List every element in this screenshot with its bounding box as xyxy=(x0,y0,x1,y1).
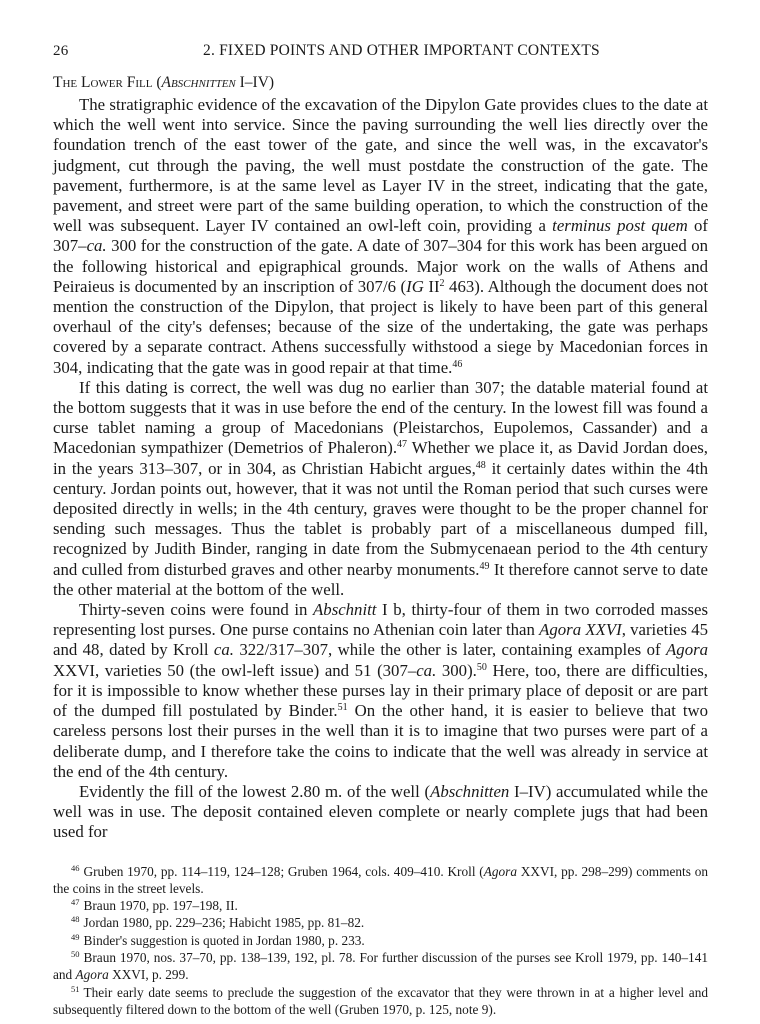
section-heading: The Lower Fill (Abschnitten I–IV) xyxy=(53,74,275,91)
footnote-ref-51[interactable]: 51 xyxy=(337,702,348,714)
footnote-ref-47[interactable]: 47 xyxy=(397,439,408,451)
footnotes xyxy=(53,863,708,1019)
paragraph-2: If this dating is correct, the well was dug no earlier than 307; the datable material found at the bottom suggests that it was in use before the end of the century. In the lowest fill was found a curse tablet naming a group of Macedonians (Pleistarchos, Eupolemos, Cassander) and a Macedonian sympathizer (Demetrios of Phaleron).$^{47}$ Whether we place it, as David Jordan does, in the years 313–307, or in 304, as Christian Habicht argues,$^{48}$ it certainly dates within the 4th century. Jordan points out, however, that it was not until the Roman period that such curses were deposited directly in wells; in the 4th century, graves were thought to be the proper channel for sending such messages. Thus the tablet is probably part of a miscellaneous dumped fill, recognized by Judith Binder, ranging in date from the Submycenaean period to the 4th century and culled from disturbed graves and other nearby monuments.$^{49}$ It therefore cannot serve to date the other material at the bottom of the well. xyxy=(53,377,708,599)
footnote-ref-48[interactable]: 48 xyxy=(475,459,486,471)
footnote-ref-49[interactable]: 49 xyxy=(479,560,490,572)
footnote-49: $^{49}$ Binder's suggestion is quoted in Jordan 1980, p. 233. xyxy=(71,931,365,948)
footnote-51: $^{51}$ Their early date seems to preclude the suggestion of the excavator that they were thrown in at a higher level and subsequently filtered down to the bottom of the well (Gruben 1970, p. 125, note 9). xyxy=(53,983,708,1017)
running-title: 2. FIXED POINTS AND OTHER IMPORTANT CONTEXTS xyxy=(203,42,600,59)
paragraph-1: The stratigraphic evidence of the excavation of the Dipylon Gate provides clues to the date at which the well went into service. Since the paving surrounding the well lies directly over the foundation trench of the east tower of the gate, and since the well was, in the excavator's judgment, cut through the paving, the well must postdate the construction of the gate. The pavement, furthermore, is at the same level as Layer IV in the street, indicating that the gate, pavement, and street were part of the same building operation, to which the construction of the well was subsequent. Layer IV contained an owl-left coin, providing a terminus post quem of 307–ca. 300 for the construction of the gate. A date of 307–304 for this work has been argued on the following historical and epigraphical grounds. Major work on the walls of Athens and Peiraieus is documented by an inscription of 307/6 (IG $II^2$ 463). Although the document does not mention the construction of the Dipylon, that project is likely to have been part of this general overhaul of the city's defenses; because of the size of the undertaking, the gate was perhaps covered by a separate contract. Athens successfully withstood a siege by Macedonian forces in 304, indicating that the gate was in good repair at that time.$^{46}$ xyxy=(53,95,709,377)
footnote-47: $^{47}$ Braun 1970, pp. 197–198, II. xyxy=(71,897,238,914)
footnote-ref-46[interactable]: 46 xyxy=(452,358,463,370)
body-text xyxy=(53,95,708,843)
footnote-48: $^{48}$ Jordan 1980, pp. 229–236; Habicht 1985, pp. 81–82. xyxy=(71,914,365,931)
document-page xyxy=(53,42,708,1018)
page-number: 26 xyxy=(53,43,69,59)
page-header xyxy=(53,42,708,60)
footnote-ref-50[interactable]: 50 xyxy=(476,661,487,673)
footnote-46: $^{46}$ Gruben 1970, pp. 114–119, 124–128; Gruben 1964, cols. 409–410. Kroll (Agora XXVI, pp. 298–299) comments on the coins in the street levels. xyxy=(53,862,708,896)
paragraph-4: Evidently the fill of the lowest 2.80 m. of the well (Abschnitten I–IV) accumulated while the well was in use. The deposit contained eleven complete or nearly complete jugs that had been used for xyxy=(53,781,709,842)
paragraph-3: Thirty-seven coins were found in Abschnitt I b, thirty-four of them in two corroded masses representing lost purses. One purse contains no Athenian coin later than Agora XXVI, varieties 45 and 48, dated by Kroll ca. 322/317–307, while the other is later, containing examples of Agora XXVI, varieties 50 (the owl-left issue) and 51 (307–ca. 300).$^{50}$ Here, too, there are difficulties, for it is impossible to know whether these purses lay in their primary place of deposit or are part of the dumped fill postulated by Binder.$^{51}$ On the other hand, it is easier to believe that two careless persons lost their purses in the well than it is to imagine that two purses were part of a deliberate dump, and I therefore take the coins to indicate that the well was already in service at the end of the 4th century. xyxy=(53,600,708,781)
footnote-50: $^{50}$ Braun 1970, nos. 37–70, pp. 138–139, 192, pl. 78. For further discussion of the purses see Kroll 1979, pp. 140–141 and Agora XXVI, p. 299. xyxy=(53,949,708,983)
